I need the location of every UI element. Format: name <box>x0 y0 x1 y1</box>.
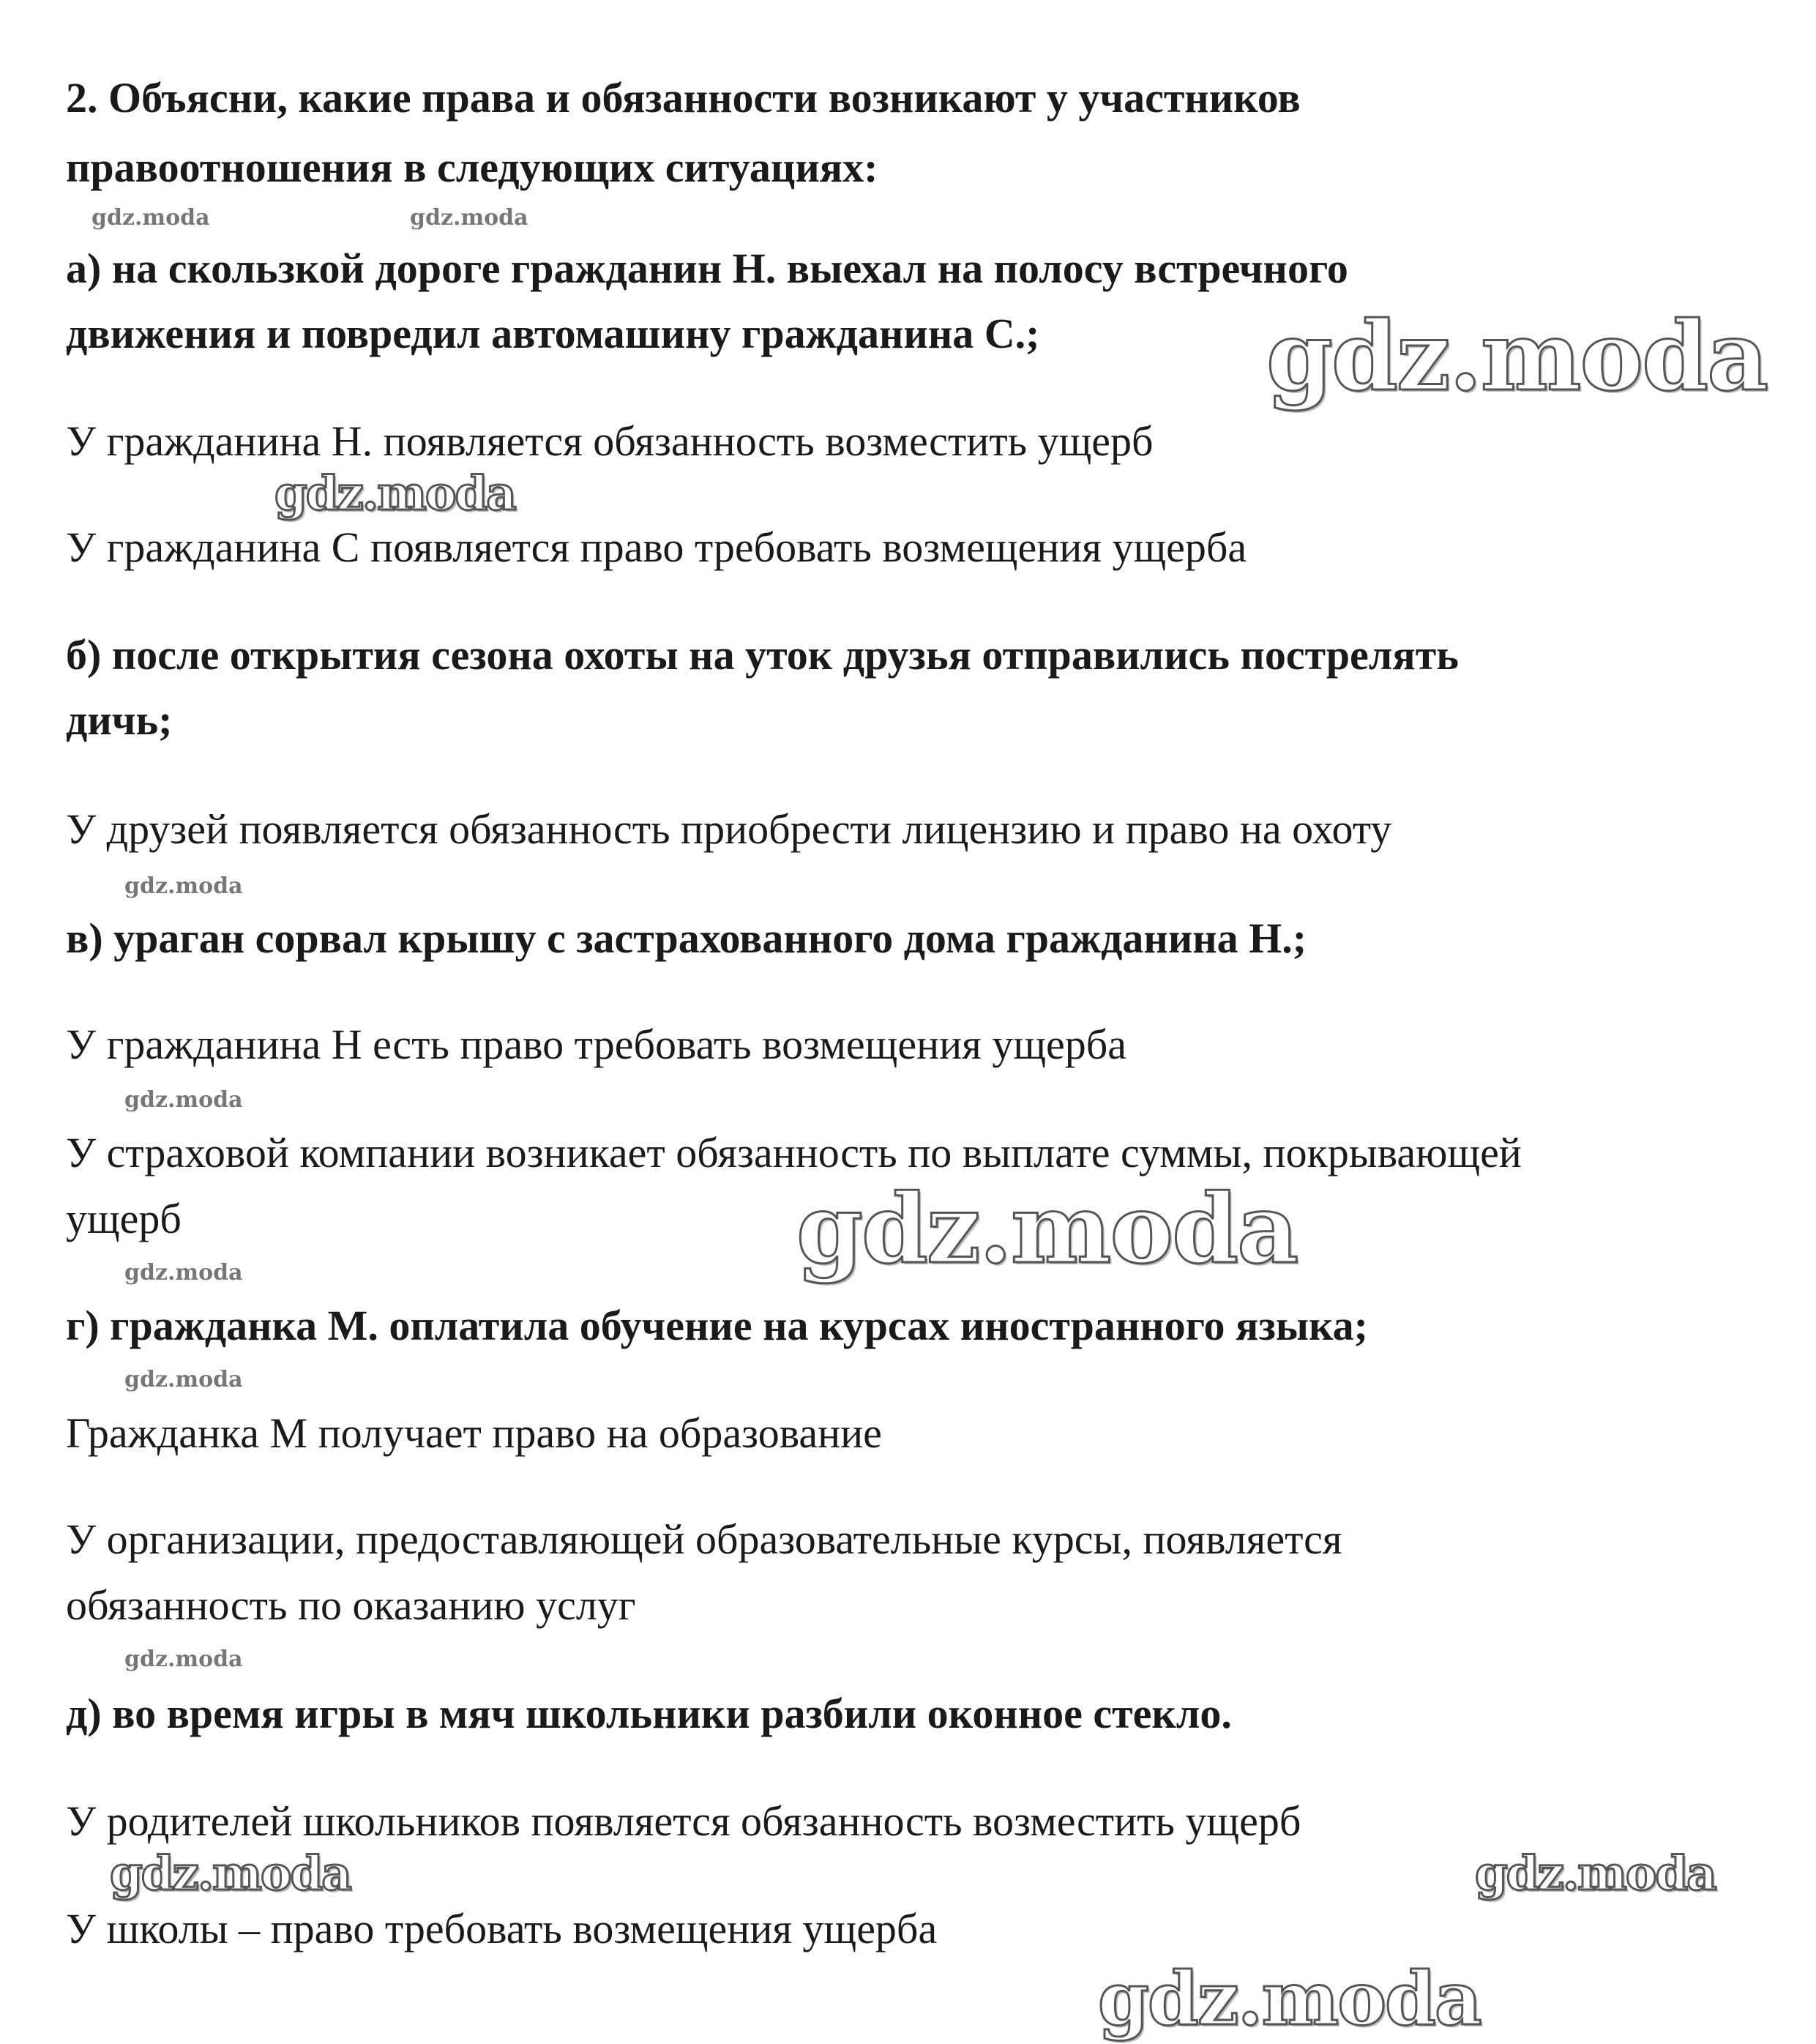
watermark: gdz.moda <box>1475 1846 1716 1901</box>
item-e-answer: У школы – право требовать возмещения ущерба <box>66 1905 938 1952</box>
watermark: gdz.moda <box>410 205 528 231</box>
item-a-answer: У гражданина С появляется право требовать возмещения ущерба <box>66 523 1247 571</box>
item-c-answer: ущерб <box>66 1195 182 1242</box>
watermark: gdz.moda <box>124 1367 243 1392</box>
item-b-question: б) после открытия сезона охоты на уток друзья отправились пострелять <box>66 631 1459 679</box>
item-d-answer: обязанность по оказанию услуг <box>66 1581 636 1629</box>
watermark: gdz.moda <box>796 1173 1298 1285</box>
watermark: gdz.moda <box>124 1260 243 1286</box>
item-b-question: дичь; <box>66 696 173 744</box>
watermark: gdz.moda <box>1098 1955 1481 2042</box>
watermark: gdz.moda <box>124 1087 243 1113</box>
item-d-answer: Гражданка М получает право на образование <box>66 1409 882 1457</box>
item-d-answer: У организации, предоставляющей образовательные курсы, появляется <box>66 1515 1342 1563</box>
watermark: gdz.moda <box>274 466 515 521</box>
item-a-question: а) на скользкой дороге гражданин Н. выехал на полосу встречного <box>66 245 1348 292</box>
item-a-answer: У гражданина Н. появляется обязанность возместить ущерб <box>66 417 1154 465</box>
item-d-question: г) гражданка М. оплатила обучение на курсах иностранного языка; <box>66 1302 1368 1349</box>
watermark: gdz.moda <box>110 1846 351 1901</box>
item-e-question: д) во время игры в мяч школьники разбили оконное стекло. <box>66 1690 1232 1737</box>
item-c-answer: У страховой компании возникает обязанность по выплате суммы, покрывающей <box>66 1129 1522 1176</box>
watermark: gdz.moda <box>124 873 243 899</box>
item-c-answer: У гражданина Н есть право требовать возмещения ущерба <box>66 1021 1126 1068</box>
item-c-question: в) ураган сорвал крышу с застрахованного дома гражданина Н.; <box>66 914 1307 962</box>
question-line: 2. Объясни, какие права и обязанности возникают у участников <box>66 74 1301 122</box>
item-a-question: движения и повредил автомашину гражданина С.; <box>66 310 1040 357</box>
watermark: gdz.moda <box>91 205 210 231</box>
question-line: правоотношения в следующих ситуациях: <box>66 143 878 191</box>
watermark: gdz.moda <box>1266 300 1768 412</box>
item-e-answer: У родителей школьников появляется обязанность возместить ущерб <box>66 1797 1301 1845</box>
watermark: gdz.moda <box>124 1646 243 1672</box>
item-b-answer: У друзей появляется обязанность приобрести лицензию и право на охоту <box>66 805 1392 853</box>
